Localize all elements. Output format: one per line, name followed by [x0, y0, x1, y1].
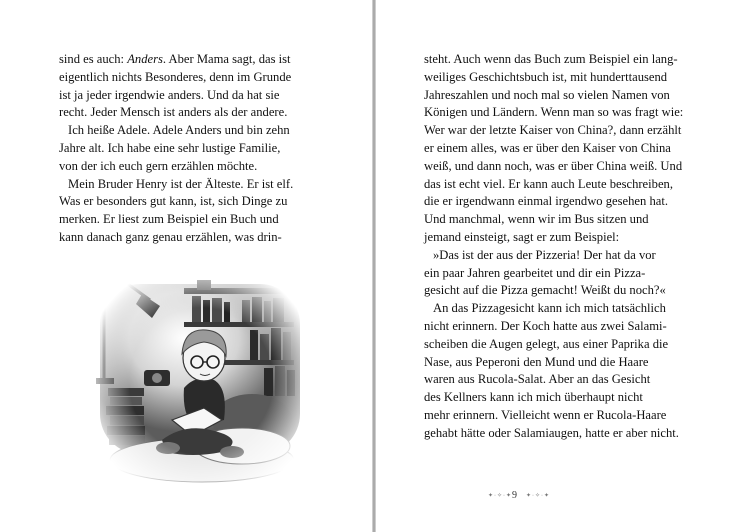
- text-line-content: Jahre alt. Ich habe eine sehr lustige Familie,: [59, 140, 281, 155]
- text-line-content: sind es auch:: [59, 52, 128, 66]
- text-line: [59, 140, 309, 158]
- text-line: [59, 87, 309, 105]
- text-line: [59, 69, 309, 87]
- text-line: [424, 122, 686, 140]
- text-line-content: »Das ist der aus der Pizzeria! Der hat da vor: [433, 247, 656, 262]
- text-line: [424, 87, 686, 105]
- text-line: [424, 300, 686, 318]
- text-line: [424, 247, 686, 265]
- text-line: [424, 318, 686, 336]
- text-line: [424, 229, 686, 247]
- right-page-text: [424, 51, 686, 443]
- text-line: [424, 354, 686, 372]
- text-line-content: gesicht auf die Pizza gemacht! Weißt du noch?«: [424, 283, 666, 298]
- text-line-content: jemand einsteigt, sagt er zum Beispiel:: [424, 229, 620, 244]
- text-line: [424, 158, 686, 176]
- text-line-content: die er irgendwann einmal irgendwo gesehen hat.: [424, 194, 668, 209]
- text-line-content: Und manchmal, wenn wir im Bus sitzen und: [424, 212, 649, 227]
- text-line: [59, 211, 309, 229]
- left-page: [0, 0, 373, 532]
- text-line-content: Was er besonders gut kann, ist, sich Dinge zu: [59, 194, 288, 209]
- text-line: [424, 282, 686, 300]
- text-line-content: Ich heiße Adele. Adele Anders und bin zehn: [68, 123, 290, 138]
- text-line-content: er einem alles, was er über den Kaiser von China: [424, 140, 671, 155]
- text-line-content: ist ja jeder irgendwie anders. Und da hat sie: [59, 87, 280, 102]
- text-line-content: merken. Er liest zum Beispiel ein Buch und: [59, 212, 279, 227]
- text-line-content: das ist echt viel. Er kann auch Leute beschreiben,: [424, 176, 673, 191]
- text-line: [424, 211, 686, 229]
- text-line: [424, 193, 686, 211]
- text-line-content: eigentlich nichts Besonderes, denn im Grunde: [59, 69, 292, 84]
- ornament-right: ✦·✧·✦: [526, 493, 551, 499]
- text-line: [424, 104, 686, 122]
- text-line: [424, 371, 686, 389]
- text-line: [59, 176, 309, 194]
- ornament-left: ✦·✧·✦: [488, 493, 513, 499]
- text-line: [424, 176, 686, 194]
- text-line-content: recht. Jeder Mensch ist anders als der andere.: [59, 105, 288, 120]
- text-line: [424, 69, 686, 87]
- text-line-content: Jahreszahlen und noch mal so vielen Namen von: [424, 87, 670, 102]
- text-line: [424, 425, 686, 443]
- text-line: [424, 51, 686, 69]
- text-line-content: ein paar Jahren gearbeitet und dir ein Pizza-: [424, 265, 646, 280]
- page-number: 9: [512, 490, 517, 501]
- text-line-content: weiß, und dann noch, was er über China weiß. Und: [424, 158, 683, 173]
- text-line-content: Nase, aus Peperoni den Mund und die Haare: [424, 354, 649, 369]
- text-line-content: waren aus Rucola-Salat. Aber an das Gesicht: [424, 372, 651, 387]
- text-line-content: kann danach ganz genau erzählen, was drin-: [59, 229, 282, 244]
- text-line-content: mehr erinnern. Vielleicht wenn er Rucola-Haare: [424, 407, 667, 422]
- left-page-text: [59, 51, 309, 247]
- text-line: [424, 389, 686, 407]
- text-line-content: nicht erinnern. Der Koch hatte aus zwei Salami-: [424, 318, 667, 333]
- text-line-content: An das Pizzagesicht kann ich mich tatsächlich: [433, 301, 666, 316]
- text-line-content: von der ich euch gern erzählen möchte.: [59, 158, 258, 173]
- text-line-content: Wer war der letzte Kaiser von China?, dann erzählt: [424, 123, 682, 138]
- text-line-content: gehabt hätte oder Salamiaugen, hatte er aber nicht.: [424, 425, 679, 440]
- text-line: [59, 104, 309, 122]
- text-line: [424, 265, 686, 283]
- text-line: [59, 51, 309, 69]
- text-line-content: des Kellners kann ich mich überhaupt nicht: [424, 390, 643, 405]
- text-line: [59, 193, 309, 211]
- right-page: [376, 0, 750, 532]
- text-line-content: Königen und Ländern. Wenn man so was fragt wie:: [424, 105, 684, 120]
- text-line: [424, 407, 686, 425]
- reading-girl-illustration: [92, 270, 310, 492]
- text-line: [59, 158, 309, 176]
- text-line-content: Mein Bruder Henry ist der Älteste. Er ist elf.: [68, 176, 294, 191]
- text-line: [424, 140, 686, 158]
- text-line-rest: . Aber Mama sagt, das ist: [162, 52, 291, 66]
- text-line: [59, 122, 309, 140]
- text-line-content: steht. Auch wenn das Buch zum Beispiel ein lang-: [424, 52, 678, 66]
- text-line: [59, 229, 309, 247]
- text-line-content: scheiben die Augen gelegt, aus einer Paprika die: [424, 336, 669, 351]
- text-line: [424, 336, 686, 354]
- emphasized-word: Anders: [127, 52, 163, 66]
- text-line-content: weiliges Geschichtsbuch ist, mit hunderttausend: [424, 69, 668, 84]
